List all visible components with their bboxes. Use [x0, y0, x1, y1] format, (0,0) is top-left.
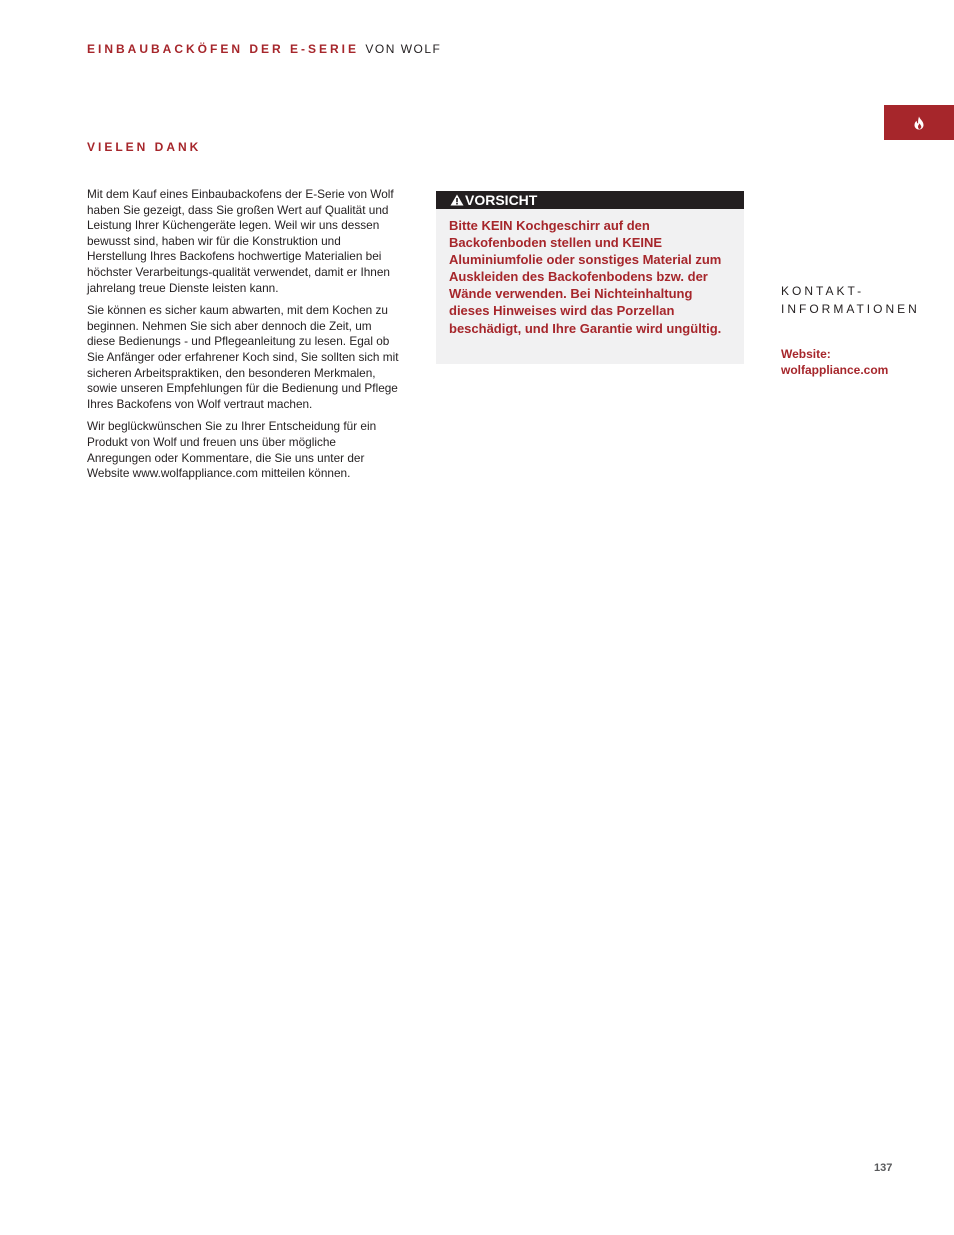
contact-title-line: KONTAKT- [781, 284, 865, 298]
contact-title-line: INFORMATIONEN [781, 302, 920, 316]
contact-title [781, 282, 920, 318]
running-header [87, 42, 441, 56]
brand-suffix: VON WOLF [365, 42, 442, 56]
flame-icon [913, 116, 925, 130]
series-label: EINBAUBACKÖFEN DER E-SERIE [87, 42, 360, 56]
section-title: VIELEN DANK [87, 140, 202, 154]
caution-label: VORSICHT [465, 192, 538, 208]
contact-website [781, 346, 888, 378]
website-link[interactable]: wolfappliance.com [781, 363, 889, 377]
website-label: Website: [781, 347, 831, 361]
paragraph: Wir beglückwünschen Sie zu Ihrer Entscheidung für ein Produkt von Wolf und freuen uns über mögliche Anregungen oder Kommentare, die Sie uns unter der Website www.wolfappliance.com mitteilen können. [87, 419, 377, 481]
paragraph: Mit dem Kauf eines Einbaubackofens der E-Serie von Wolf haben Sie gezeigt, dass Sie großen Wert auf Qualität und Leistung Ihrer Küchengeräte legen. Weil wir uns dessen bewusst sind, haben wir für die Konstruktion und Herstellung Ihres Backofens hochwertige Materialien bei höchster Verarbeitungs-qualität verwendet, damit er Ihnen jahrelang treue Dienste leisten kann. [87, 187, 394, 295]
page-number: 137 [874, 1162, 893, 1174]
warning-triangle-icon [450, 194, 464, 206]
section-tab [884, 105, 954, 140]
caution-text: Bitte KEIN Kochgeschirr auf den Backofenboden stellen und KEINE Aluminiumfolie oder sonstiges Material zum Auskleiden des Backofenbodens bzw. der Wände verwenden. Bei Nichteinhaltung dieses Hinweises wird das Porzellan beschädigt, und Ihre Garantie wird ungültig. [449, 218, 722, 336]
caution-box [436, 191, 744, 364]
paragraph: Sie können es sicher kaum abwarten, mit dem Kochen zu beginnen. Nehmen Sie sich aber dennoch die Zeit, um diese Bedienungs - und Pflegeanleitung zu lesen. Egal ob Sie Anfänger oder erfahrener Koch sind, Sie sollten sich mit sicheren Arbeitspraktiken, den besonderen Merkmalen, sowie unseren Empfehlungen für die Bedienung und Pflege Ihres Backofens von Wolf vertraut machen. [87, 303, 399, 411]
caution-header [436, 191, 744, 209]
intro-text [87, 187, 401, 489]
